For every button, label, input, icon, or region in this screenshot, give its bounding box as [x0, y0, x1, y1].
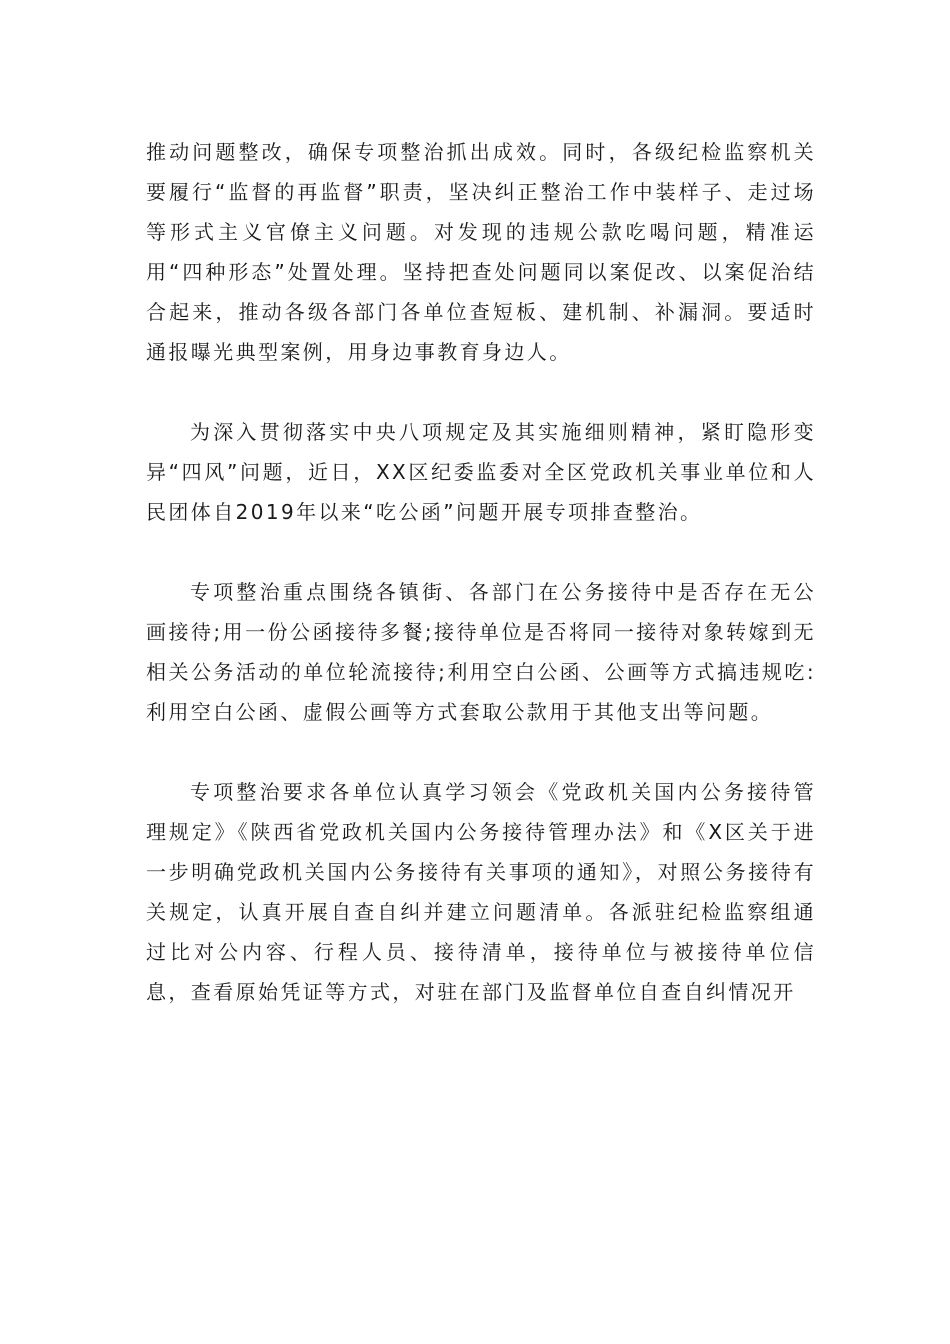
document-body [146, 132, 816, 1012]
paragraph-requirements: 专项整治要求各单位认真学习领会《党政机关国内公务接待管理规定》《陕西省党政机关国内公务接待管理办法》和《X区关于进一步明确党政机关国内公务接待有关事项的通知》，对照公务接待有关规定，认真开展自查自纠并建立问题清单。各派驻纪检监察组通过比对公内容、行程人员、接待清单，接待单位与被接待单位信息，查看原始凭证等方式，对驻在部门及监督单位自查自纠情况开 [146, 780, 816, 1004]
paragraph-continuation: 推动问题整改，确保专项整治抓出成效。同时，各级纪检监察机关要履行“监督的再监督”职责，坚决纠正整治工作中装样子、走过场等形式主义官僚主义问题。对发现的违规公款吃喝问题，精准运用“四种形态”处置处理。坚持把查处问题同以案促改、以案促治结合起来，推动各级各部门各单位查短板、建机制、补漏洞。要适时通报曝光典型案例，用身边事教育身边人。 [146, 140, 816, 364]
paragraph-focus: 专项整治重点围绕各镇街、各部门在公务接待中是否存在无公画接待;用一份公函接待多餐;接待单位是否将同一接待对象转嫁到无相关公务活动的单位轮流接待;利用空白公函、公画等方式搞违规吃:利用空白公函、虚假公画等方式套取公款用于其他支出等问题。 [146, 580, 816, 724]
paragraph-background: 为深入贯彻落实中央八项规定及其实施细则精神，紧盯隐形变异“四风”问题，近日，XX区纪委监委对全区党政机关事业单位和人民团体自2019年以来“吃公函”问题开展专项排查整治。 [146, 420, 816, 524]
